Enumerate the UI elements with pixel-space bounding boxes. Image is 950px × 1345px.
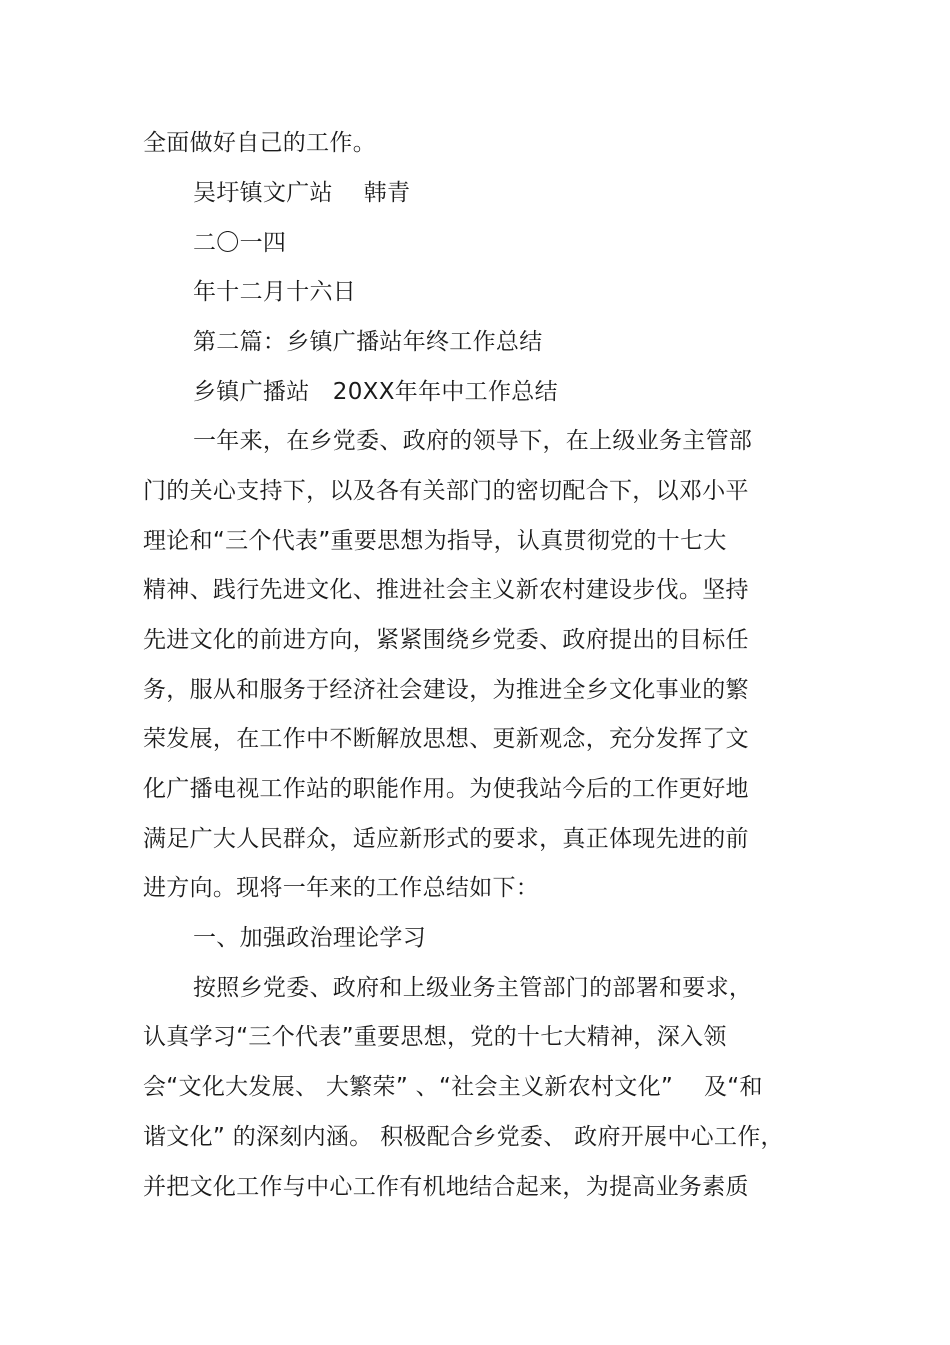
date-year: 二〇一四 bbox=[193, 230, 287, 256]
author-signature: 吴圩镇文广站 韩青 bbox=[193, 180, 411, 206]
paragraph-line: 会“文化大发展、 大繁荣” 、“社会主义新农村文化” 及“和 bbox=[143, 1074, 763, 1100]
paragraph-line: 精神、践行先进文化、推进社会主义新农村建设步伐。坚持 bbox=[143, 577, 749, 603]
paragraph-line: 门的关心支持下，以及各有关部门的密切配合下，以邓小平 bbox=[143, 478, 749, 504]
paragraph-line: 认真学习“三个代表”重要思想，党的十七大精神，深入领 bbox=[143, 1024, 727, 1050]
paragraph-line: 务，服从和服务于经济社会建设，为推进全乡文化事业的繁 bbox=[143, 677, 749, 703]
document-title: 乡镇广播站 20XX年年中工作总结 bbox=[193, 379, 558, 405]
paragraph-line: 先进文化的前进方向，紧紧围绕乡党委、政府提出的目标任 bbox=[143, 627, 749, 653]
subsection-heading: 一、加强政治理论学习 bbox=[193, 925, 426, 951]
paragraph-line: 理论和“三个代表”重要思想为指导，认真贯彻党的十七大 bbox=[143, 528, 727, 554]
text-line: 全面做好自己的工作。 bbox=[143, 130, 376, 156]
paragraph-line: 谐文化” 的深刻内涵。 积极配合乡党委、 政府开展中心工作， bbox=[143, 1124, 784, 1150]
section-heading: 第二篇：乡镇广播站年终工作总结 bbox=[193, 329, 543, 355]
paragraph-line: 进方向。现将一年来的工作总结如下： bbox=[143, 875, 540, 901]
date-day: 年十二月十六日 bbox=[193, 279, 357, 305]
paragraph-line: 化广播电视工作站的职能作用。为使我站今后的工作更好地 bbox=[143, 776, 749, 802]
paragraph-line: 并把文化工作与中心工作有机地结合起来，为提高业务素质 bbox=[143, 1174, 749, 1200]
paragraph-line: 荣发展，在工作中不断解放思想、更新观念，充分发挥了文 bbox=[143, 726, 749, 752]
paragraph-line: 满足广大人民群众，适应新形式的要求，真正体现先进的前 bbox=[143, 826, 749, 852]
paragraph-line: 一年来，在乡党委、政府的领导下，在上级业务主管部 bbox=[193, 428, 753, 454]
paragraph-line: 按照乡党委、政府和上级业务主管部门的部署和要求， bbox=[193, 975, 753, 1001]
